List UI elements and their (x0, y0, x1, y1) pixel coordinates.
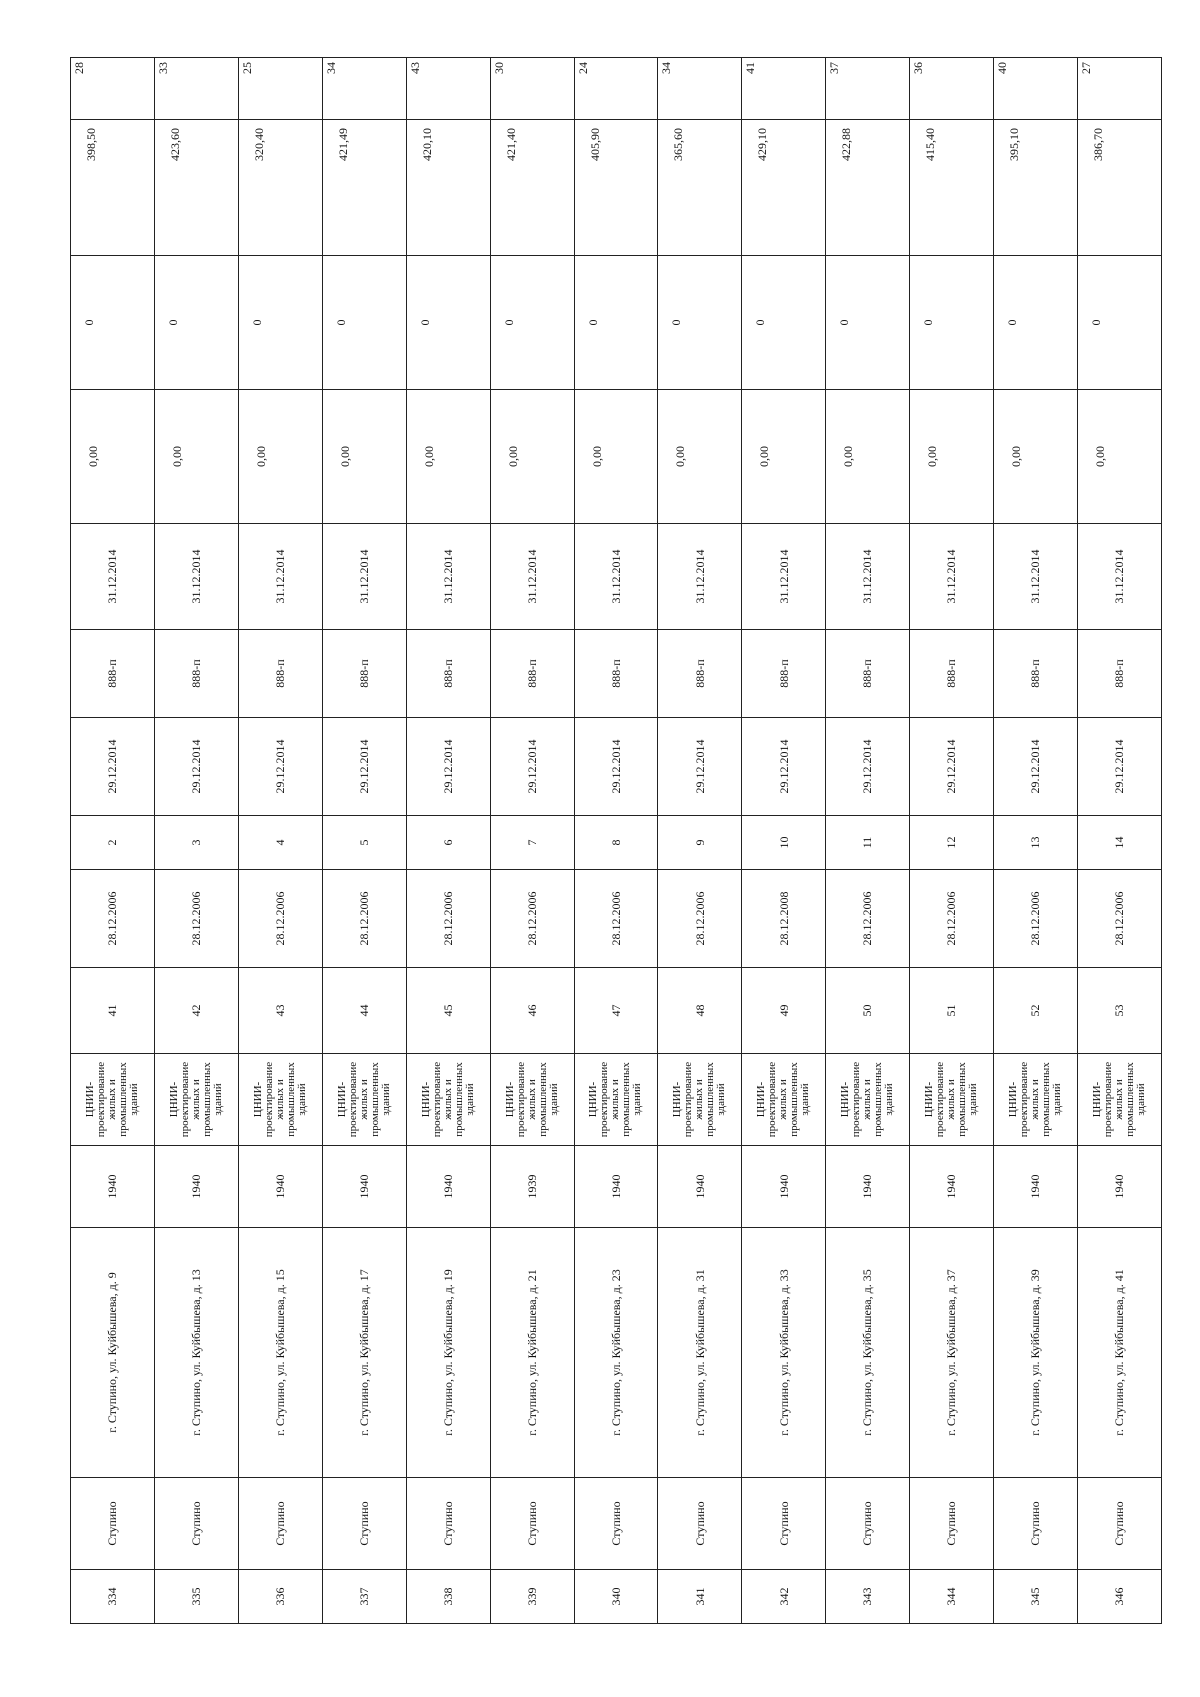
row-number: 346 (1078, 1570, 1162, 1624)
address: г. Ступино, ул. Куйбышева, д. 41 (1078, 1228, 1162, 1478)
share-value: 0,00 (742, 390, 826, 524)
city-name: Ступино (658, 1478, 742, 1570)
table-row (71, 58, 155, 1624)
document-number: 888-п (490, 630, 574, 718)
date-registered: 28.12.2006 (154, 870, 238, 968)
document-number: 888-п (154, 630, 238, 718)
construction-year: 1939 (490, 1146, 574, 1228)
rotated-table-sheet (70, 58, 1162, 1624)
series-number: 51 (910, 968, 994, 1054)
design-organization: ЦНИИ-проектирование жилых и промышленных зданий (826, 1054, 910, 1146)
city-name: Ступино (490, 1478, 574, 1570)
address: г. Ступино, ул. Куйбышева, д. 39 (994, 1228, 1078, 1478)
resident-count: 37 (826, 58, 910, 120)
city-name: Ступино (322, 1478, 406, 1570)
share-value: 0,00 (71, 390, 155, 524)
table-row (490, 58, 574, 1624)
deadline-date: 31.12.2014 (406, 524, 490, 630)
zero-value: 0 (1078, 256, 1162, 390)
construction-year: 1940 (238, 1146, 322, 1228)
zero-value: 0 (994, 256, 1078, 390)
zero-value: 0 (154, 256, 238, 390)
document-number: 888-п (742, 630, 826, 718)
decision-date: 29.12.2014 (406, 718, 490, 816)
row-number: 336 (238, 1570, 322, 1624)
floor-area: 421,49 (322, 120, 406, 256)
address: г. Ступино, ул. Куйбышева, д. 23 (574, 1228, 658, 1478)
decision-date: 29.12.2014 (490, 718, 574, 816)
floor-area: 405,90 (574, 120, 658, 256)
deadline-date: 31.12.2014 (1078, 524, 1162, 630)
design-organization: ЦНИИ-проектирование жилых и промышленных зданий (1078, 1054, 1162, 1146)
series-number: 47 (574, 968, 658, 1054)
document-number: 888-п (994, 630, 1078, 718)
decision-date: 29.12.2014 (574, 718, 658, 816)
sequence-number: 7 (490, 816, 574, 870)
share-value: 0,00 (658, 390, 742, 524)
address: г. Ступино, ул. Куйбышева, д. 31 (658, 1228, 742, 1478)
design-organization: ЦНИИ-проектирование жилых и промышленных зданий (658, 1054, 742, 1146)
address: г. Ступино, ул. Куйбышева, д. 13 (154, 1228, 238, 1478)
city-name: Ступино (826, 1478, 910, 1570)
table-row (406, 58, 490, 1624)
resident-count: 24 (574, 58, 658, 120)
construction-year: 1940 (826, 1146, 910, 1228)
housing-registry-table (70, 57, 1162, 1624)
zero-value: 0 (658, 256, 742, 390)
document-number: 888-п (1078, 630, 1162, 718)
series-number: 41 (71, 968, 155, 1054)
design-organization: ЦНИИ-проектирование жилых и промышленных зданий (910, 1054, 994, 1146)
floor-area: 421,40 (490, 120, 574, 256)
series-number: 42 (154, 968, 238, 1054)
zero-value: 0 (574, 256, 658, 390)
resident-count: 40 (994, 58, 1078, 120)
table-row (238, 58, 322, 1624)
deadline-date: 31.12.2014 (490, 524, 574, 630)
table-row (1078, 58, 1162, 1624)
share-value: 0,00 (910, 390, 994, 524)
construction-year: 1940 (742, 1146, 826, 1228)
resident-count: 28 (71, 58, 155, 120)
city-name: Ступино (406, 1478, 490, 1570)
series-number: 48 (658, 968, 742, 1054)
table-row (742, 58, 826, 1624)
series-number: 43 (238, 968, 322, 1054)
table-row (154, 58, 238, 1624)
series-number: 53 (1078, 968, 1162, 1054)
date-registered: 28.12.2006 (658, 870, 742, 968)
floor-area: 423,60 (154, 120, 238, 256)
table-row (574, 58, 658, 1624)
sequence-number: 14 (1078, 816, 1162, 870)
row-number: 344 (910, 1570, 994, 1624)
sequence-number: 8 (574, 816, 658, 870)
share-value: 0,00 (994, 390, 1078, 524)
address: г. Ступино, ул. Куйбышева, д. 19 (406, 1228, 490, 1478)
sequence-number: 13 (994, 816, 1078, 870)
row-number: 340 (574, 1570, 658, 1624)
share-value: 0,00 (406, 390, 490, 524)
design-organization: ЦНИИ-проектирование жилых и промышленных зданий (406, 1054, 490, 1146)
design-organization: ЦНИИ-проектирование жилых и промышленных зданий (71, 1054, 155, 1146)
share-value: 0,00 (154, 390, 238, 524)
share-value: 0,00 (1078, 390, 1162, 524)
deadline-date: 31.12.2014 (826, 524, 910, 630)
document-number: 888-п (406, 630, 490, 718)
city-name: Ступино (994, 1478, 1078, 1570)
decision-date: 29.12.2014 (322, 718, 406, 816)
address: г. Ступино, ул. Куйбышева, д. 15 (238, 1228, 322, 1478)
share-value: 0,00 (574, 390, 658, 524)
deadline-date: 31.12.2014 (71, 524, 155, 630)
design-organization: ЦНИИ-проектирование жилых и промышленных зданий (490, 1054, 574, 1146)
zero-value: 0 (742, 256, 826, 390)
sequence-number: 2 (71, 816, 155, 870)
table-row (322, 58, 406, 1624)
sequence-number: 6 (406, 816, 490, 870)
deadline-date: 31.12.2014 (910, 524, 994, 630)
resident-count: 43 (406, 58, 490, 120)
design-organization: ЦНИИ-проектирование жилых и промышленных зданий (322, 1054, 406, 1146)
floor-area: 415,40 (910, 120, 994, 256)
construction-year: 1940 (994, 1146, 1078, 1228)
deadline-date: 31.12.2014 (238, 524, 322, 630)
share-value: 0,00 (322, 390, 406, 524)
deadline-date: 31.12.2014 (574, 524, 658, 630)
date-registered: 28.12.2006 (71, 870, 155, 968)
document-number: 888-п (574, 630, 658, 718)
decision-date: 29.12.2014 (1078, 718, 1162, 816)
series-number: 50 (826, 968, 910, 1054)
row-number: 337 (322, 1570, 406, 1624)
date-registered: 28.12.2006 (490, 870, 574, 968)
floor-area: 395,10 (994, 120, 1078, 256)
table-row (826, 58, 910, 1624)
document-number: 888-п (910, 630, 994, 718)
series-number: 52 (994, 968, 1078, 1054)
construction-year: 1940 (322, 1146, 406, 1228)
date-registered: 28.12.2006 (826, 870, 910, 968)
row-number: 338 (406, 1570, 490, 1624)
construction-year: 1940 (574, 1146, 658, 1228)
date-registered: 28.12.2006 (322, 870, 406, 968)
design-organization: ЦНИИ-проектирование жилых и промышленных зданий (742, 1054, 826, 1146)
floor-area: 386,70 (1078, 120, 1162, 256)
deadline-date: 31.12.2014 (742, 524, 826, 630)
series-number: 49 (742, 968, 826, 1054)
sequence-number: 10 (742, 816, 826, 870)
sequence-number: 11 (826, 816, 910, 870)
zero-value: 0 (71, 256, 155, 390)
share-value: 0,00 (826, 390, 910, 524)
sequence-number: 9 (658, 816, 742, 870)
city-name: Ступино (1078, 1478, 1162, 1570)
share-value: 0,00 (238, 390, 322, 524)
document-number: 888-п (71, 630, 155, 718)
deadline-date: 31.12.2014 (322, 524, 406, 630)
date-registered: 28.12.2006 (1078, 870, 1162, 968)
zero-value: 0 (406, 256, 490, 390)
deadline-date: 31.12.2014 (994, 524, 1078, 630)
decision-date: 29.12.2014 (238, 718, 322, 816)
sequence-number: 3 (154, 816, 238, 870)
row-number: 339 (490, 1570, 574, 1624)
decision-date: 29.12.2014 (71, 718, 155, 816)
resident-count: 41 (742, 58, 826, 120)
address: г. Ступино, ул. Куйбышева, д. 35 (826, 1228, 910, 1478)
decision-date: 29.12.2014 (154, 718, 238, 816)
resident-count: 27 (1078, 58, 1162, 120)
row-number: 342 (742, 1570, 826, 1624)
construction-year: 1940 (154, 1146, 238, 1228)
date-registered: 28.12.2006 (910, 870, 994, 968)
document-number: 888-п (826, 630, 910, 718)
decision-date: 29.12.2014 (910, 718, 994, 816)
row-number: 345 (994, 1570, 1078, 1624)
document-number: 888-п (238, 630, 322, 718)
construction-year: 1940 (658, 1146, 742, 1228)
resident-count: 34 (322, 58, 406, 120)
sequence-number: 12 (910, 816, 994, 870)
address: г. Ступино, ул. Куйбышева, д. 33 (742, 1228, 826, 1478)
address: г. Ступино, ул. Куйбышева, д. 21 (490, 1228, 574, 1478)
address: г. Ступино, ул. Куйбышева, д. 37 (910, 1228, 994, 1478)
date-registered: 28.12.2008 (742, 870, 826, 968)
construction-year: 1940 (406, 1146, 490, 1228)
share-value: 0,00 (490, 390, 574, 524)
decision-date: 29.12.2014 (826, 718, 910, 816)
city-name: Ступино (574, 1478, 658, 1570)
construction-year: 1940 (71, 1146, 155, 1228)
sequence-number: 4 (238, 816, 322, 870)
floor-area: 422,88 (826, 120, 910, 256)
zero-value: 0 (322, 256, 406, 390)
decision-date: 29.12.2014 (994, 718, 1078, 816)
zero-value: 0 (910, 256, 994, 390)
design-organization: ЦНИИ-проектирование жилых и промышленных зданий (154, 1054, 238, 1146)
date-registered: 28.12.2006 (574, 870, 658, 968)
resident-count: 30 (490, 58, 574, 120)
address: г. Ступино, ул. Куйбышева, д. 17 (322, 1228, 406, 1478)
series-number: 45 (406, 968, 490, 1054)
document-number: 888-п (658, 630, 742, 718)
address: г. Ступино, ул. Куйбышева, д. 9 (71, 1228, 155, 1478)
date-registered: 28.12.2006 (238, 870, 322, 968)
resident-count: 36 (910, 58, 994, 120)
zero-value: 0 (238, 256, 322, 390)
construction-year: 1940 (1078, 1146, 1162, 1228)
design-organization: ЦНИИ-проектирование жилых и промышленных зданий (238, 1054, 322, 1146)
design-organization: ЦНИИ-проектирование жилых и промышленных зданий (994, 1054, 1078, 1146)
city-name: Ступино (238, 1478, 322, 1570)
table-body (71, 58, 1162, 1624)
design-organization: ЦНИИ-проектирование жилых и промышленных зданий (574, 1054, 658, 1146)
floor-area: 420,10 (406, 120, 490, 256)
row-number: 335 (154, 1570, 238, 1624)
series-number: 44 (322, 968, 406, 1054)
resident-count: 25 (238, 58, 322, 120)
floor-area: 429,10 (742, 120, 826, 256)
row-number: 334 (71, 1570, 155, 1624)
row-number: 343 (826, 1570, 910, 1624)
row-number: 341 (658, 1570, 742, 1624)
table-row (994, 58, 1078, 1624)
zero-value: 0 (490, 256, 574, 390)
document-number: 888-п (322, 630, 406, 718)
resident-count: 34 (658, 58, 742, 120)
decision-date: 29.12.2014 (658, 718, 742, 816)
deadline-date: 31.12.2014 (154, 524, 238, 630)
date-registered: 28.12.2006 (406, 870, 490, 968)
deadline-date: 31.12.2014 (658, 524, 742, 630)
zero-value: 0 (826, 256, 910, 390)
city-name: Ступино (742, 1478, 826, 1570)
decision-date: 29.12.2014 (742, 718, 826, 816)
series-number: 46 (490, 968, 574, 1054)
floor-area: 398,50 (71, 120, 155, 256)
floor-area: 365,60 (658, 120, 742, 256)
sequence-number: 5 (322, 816, 406, 870)
city-name: Ступино (910, 1478, 994, 1570)
city-name: Ступино (71, 1478, 155, 1570)
floor-area: 320,40 (238, 120, 322, 256)
city-name: Ступино (154, 1478, 238, 1570)
table-row (658, 58, 742, 1624)
construction-year: 1940 (910, 1146, 994, 1228)
resident-count: 33 (154, 58, 238, 120)
date-registered: 28.12.2006 (994, 870, 1078, 968)
table-row (910, 58, 994, 1624)
